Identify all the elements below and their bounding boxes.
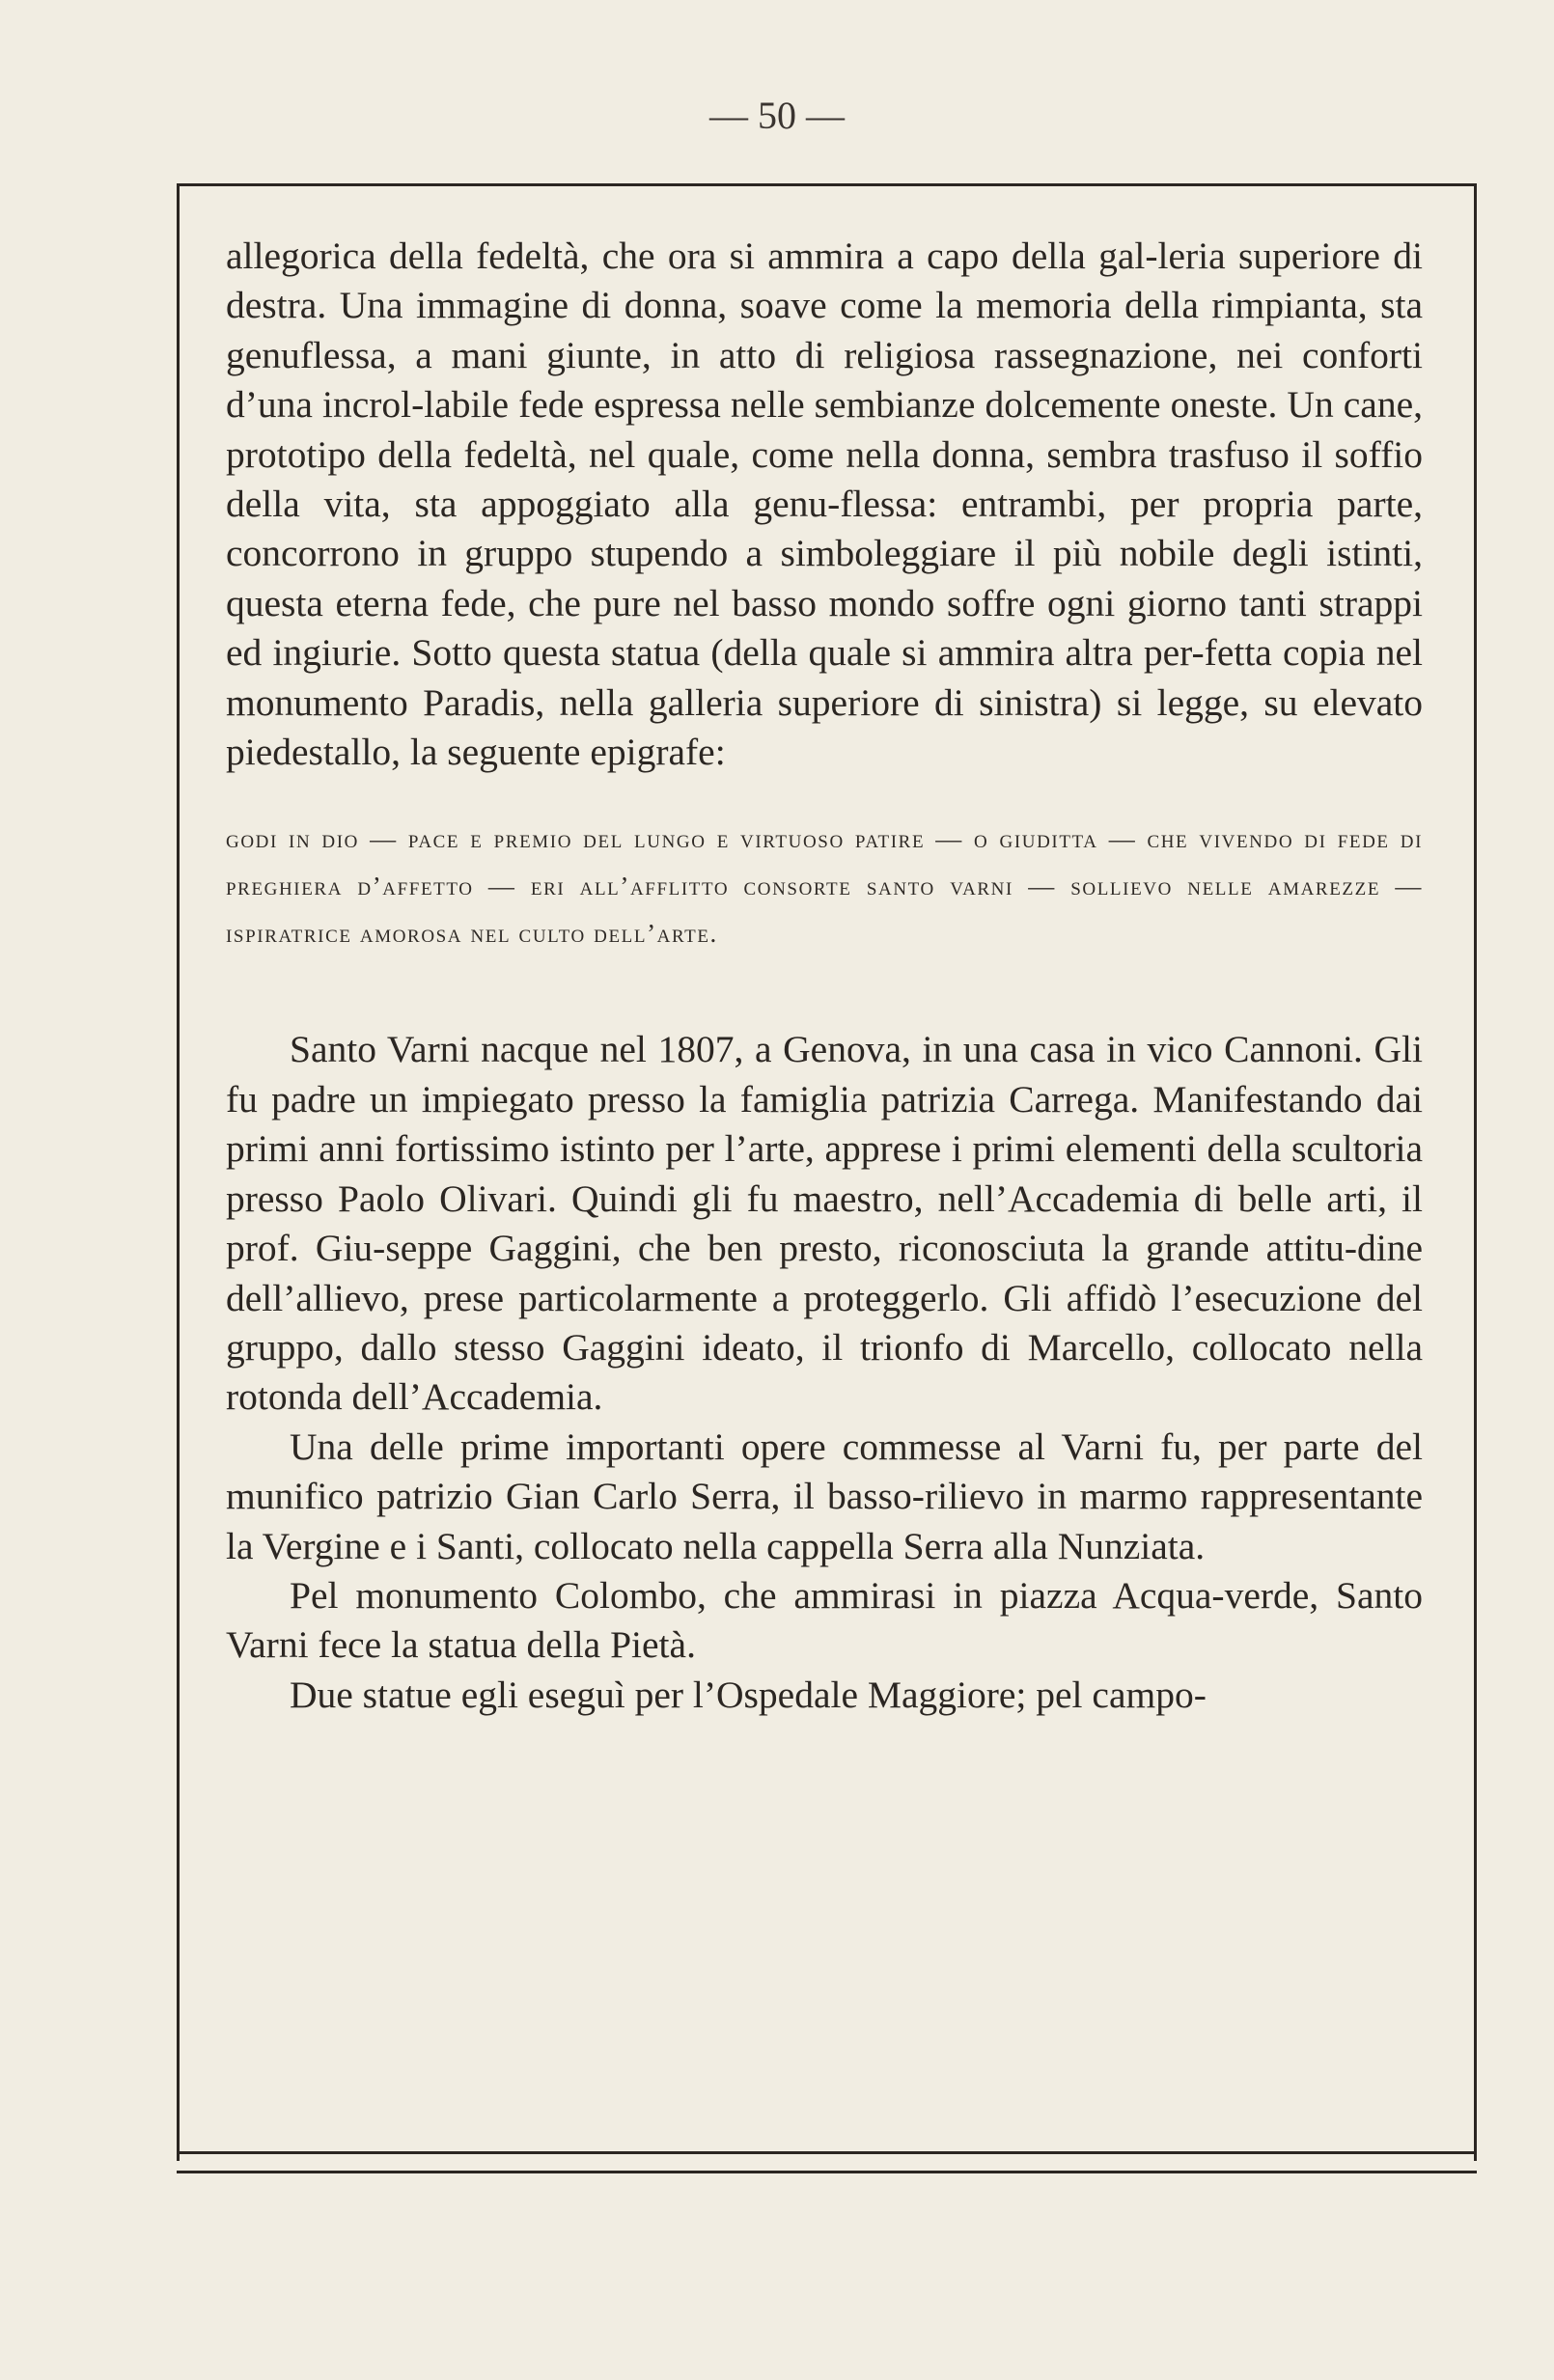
text-column xyxy=(226,232,1423,1720)
epigraph: godi in dio — pace e premio del lungo e virtuoso patire — o giuditta — che vivendo di fede di preghiera d’affetto — eri all’afflitto consorte santo varni — sollievo nelle amarezze — ispiratrice amorosa nel culto dell’arte. xyxy=(226,824,1423,949)
frame-rule-bottom-double xyxy=(177,2171,1477,2173)
paragraph-serra-relief: Una delle prime importanti opere commesse al Varni fu, per parte del munifico patrizio Gian Carlo Serra, il basso-rilievo in marmo rappresentante la Vergine e i Santi, collocato nella cappella Serra alla Nunziata. xyxy=(226,1425,1423,1567)
paragraph-biography: Santo Varni nacque nel 1807, a Genova, in una casa in vico Cannoni. Gli fu padre un impiegato presso la famiglia patrizia Carrega. Manifestando dai primi anni fortissimo istinto per l’arte, apprese i primi elementi della scultoria presso Paolo Olivari. Quindi gli fu maestro, nell’Accademia di belle arti, il prof. Giu-seppe Gaggini, che ben presto, riconosciuta la grande attitu-dine dell’allievo, prese particolarmente a proteggerlo. Gli affidò l’esecuzione del gruppo, dallo stesso Gaggini ideato, il trionfo di Marcello, collocato nella rotonda dell’Accademia. xyxy=(226,1028,1423,1419)
paragraph-statue-description: allegorica della fedeltà, che ora si ammira a capo della gal-leria superiore di destra. Una immagine di donna, soave come la memoria della rimpianta, sta genuflessa, a mani giunte, in atto di religiosa rassegnazione, nei conforti d’una incrol-labile fede espressa nelle sembianze dolcemente oneste. Un cane, prototipo della fedeltà, nel quale, come nella donna, sembra trasfuso il soffio della vita, sta appoggiato alla genu-flessa: entrambi, per propria parte, concorrono in gruppo stupendo a simboleggiare il più nobile degli istinti, questa eterna fede, che pure nel basso mondo soffre ogni giorno tanti strappi ed ingiurie. Sotto questa statua (della quale si ammira altra per-fetta copia nel monumento Paradis, nella galleria superiore di sinistra) si legge, su elevato piedestallo, la seguente epigrafe: xyxy=(226,235,1423,774)
paragraph-ospedale-statues: Due statue egli eseguì per l’Ospedale Maggiore; pel campo- xyxy=(290,1673,1207,1716)
paragraph-colombo-monument: Pel monumento Colombo, che ammirasi in piazza Acqua-verde, Santo Varni fece la statua della Pietà. xyxy=(226,1573,1423,1667)
frame-rule-bottom xyxy=(177,2151,1477,2154)
page-number: — 50 — xyxy=(709,94,845,137)
